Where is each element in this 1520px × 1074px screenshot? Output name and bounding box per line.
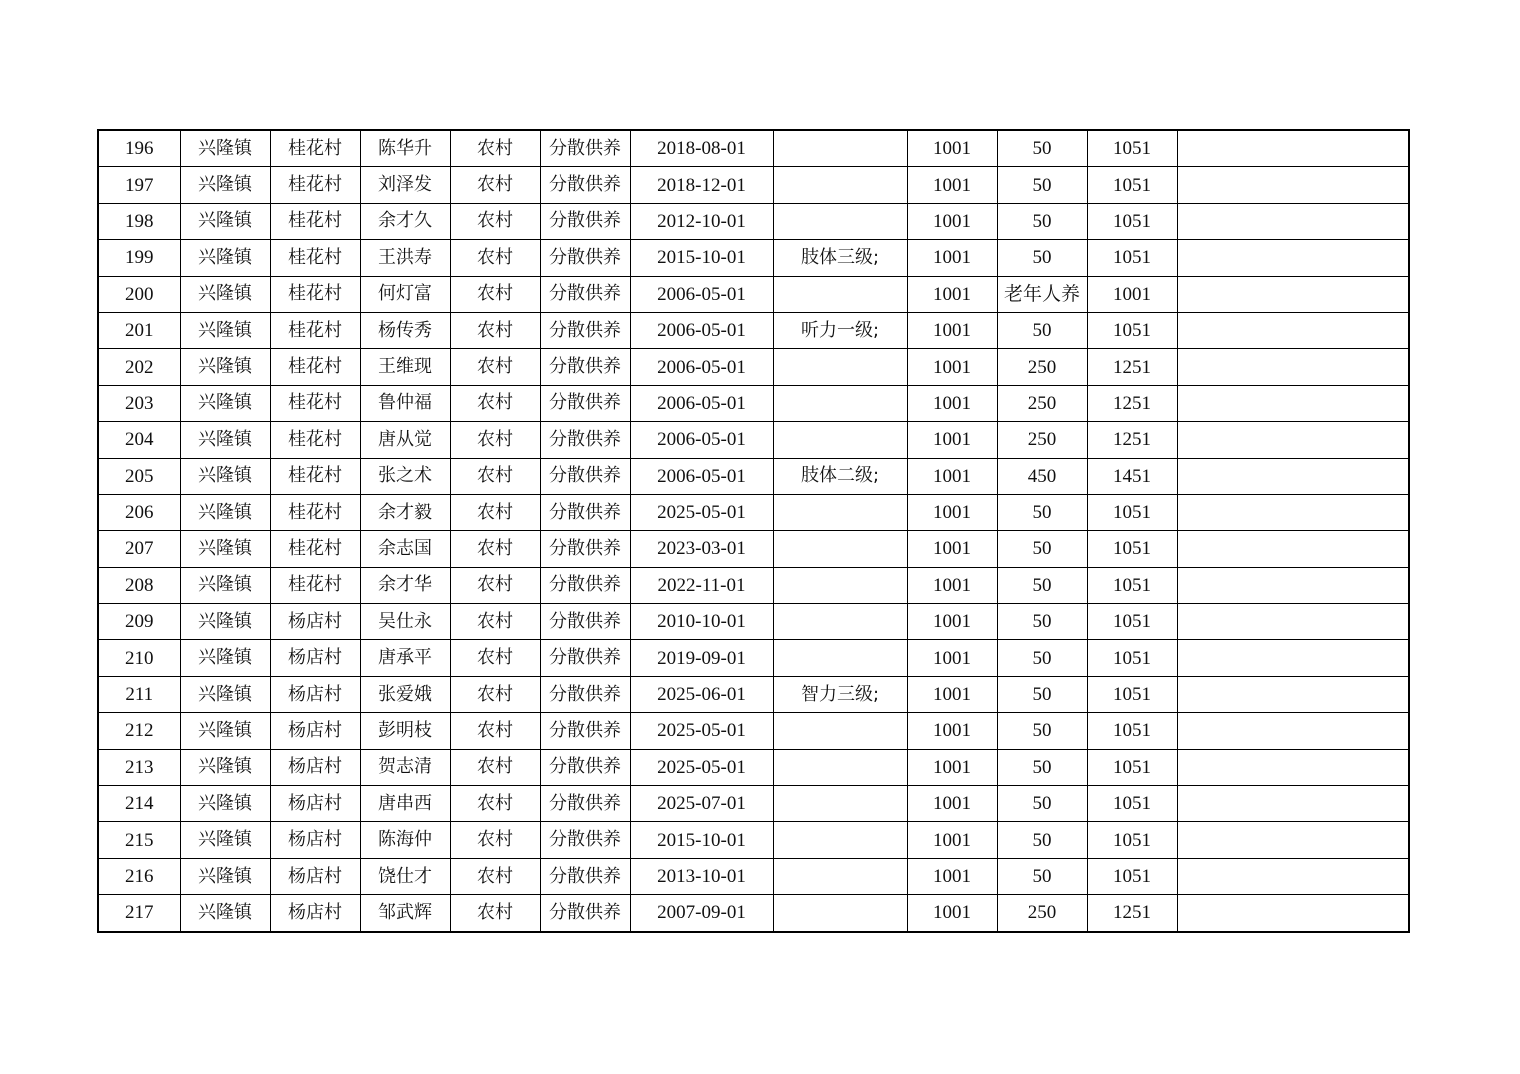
village-cell: 桂花村 — [270, 167, 360, 203]
name-cell: 唐从觉 — [360, 422, 450, 458]
name-cell: 鲁仲福 — [360, 385, 450, 421]
extra-amount-cell: 50 — [997, 749, 1087, 785]
name-cell: 唐串西 — [360, 786, 450, 822]
table-row — [98, 676, 1409, 712]
total-amount-cell: 1051 — [1087, 786, 1177, 822]
total-amount-cell: 1001 — [1087, 276, 1177, 312]
date-cell: 2006-05-01 — [630, 458, 773, 494]
table-row — [98, 203, 1409, 239]
row-number-cell: 198 — [98, 203, 180, 239]
extra-amount-cell: 50 — [997, 676, 1087, 712]
date-cell: 2019-09-01 — [630, 640, 773, 676]
note-cell — [1177, 167, 1409, 203]
table-row — [98, 749, 1409, 785]
support-type-cell: 分散供养 — [540, 786, 630, 822]
base-amount-cell: 1001 — [907, 786, 997, 822]
table-row — [98, 895, 1409, 932]
date-cell: 2025-05-01 — [630, 749, 773, 785]
village-cell: 杨店村 — [270, 895, 360, 932]
note-cell — [1177, 349, 1409, 385]
disability-cell: 智力三级; — [773, 676, 907, 712]
town-cell: 兴隆镇 — [180, 640, 270, 676]
table-row — [98, 786, 1409, 822]
table-row — [98, 349, 1409, 385]
row-number-cell: 203 — [98, 385, 180, 421]
disability-cell — [773, 713, 907, 749]
disability-cell — [773, 640, 907, 676]
note-cell — [1177, 531, 1409, 567]
name-cell: 余才久 — [360, 203, 450, 239]
name-cell: 余才华 — [360, 567, 450, 603]
extra-amount-cell: 50 — [997, 567, 1087, 603]
row-number-cell: 208 — [98, 567, 180, 603]
note-cell — [1177, 895, 1409, 932]
note-cell — [1177, 458, 1409, 494]
village-cell: 杨店村 — [270, 858, 360, 894]
extra-amount-cell: 50 — [997, 203, 1087, 239]
area-cell: 农村 — [450, 349, 540, 385]
note-cell — [1177, 385, 1409, 421]
extra-amount-cell: 50 — [997, 604, 1087, 640]
base-amount-cell: 1001 — [907, 895, 997, 932]
extra-amount-cell: 50 — [997, 640, 1087, 676]
note-cell — [1177, 604, 1409, 640]
area-cell: 农村 — [450, 895, 540, 932]
note-cell — [1177, 494, 1409, 530]
name-cell: 何灯富 — [360, 276, 450, 312]
row-number-cell: 211 — [98, 676, 180, 712]
support-type-cell: 分散供养 — [540, 130, 630, 167]
area-cell: 农村 — [450, 130, 540, 167]
village-cell: 桂花村 — [270, 203, 360, 239]
date-cell: 2006-05-01 — [630, 349, 773, 385]
table-body — [98, 130, 1409, 932]
support-type-cell: 分散供养 — [540, 567, 630, 603]
name-cell: 余才毅 — [360, 494, 450, 530]
row-number-cell: 199 — [98, 240, 180, 276]
disability-cell — [773, 494, 907, 530]
disability-cell: 听力一级; — [773, 312, 907, 348]
support-type-cell: 分散供养 — [540, 713, 630, 749]
support-type-cell: 分散供养 — [540, 640, 630, 676]
village-cell: 桂花村 — [270, 130, 360, 167]
support-type-cell: 分散供养 — [540, 895, 630, 932]
town-cell: 兴隆镇 — [180, 130, 270, 167]
row-number-cell: 215 — [98, 822, 180, 858]
base-amount-cell: 1001 — [907, 531, 997, 567]
date-cell: 2025-05-01 — [630, 494, 773, 530]
name-cell: 王维现 — [360, 349, 450, 385]
total-amount-cell: 1051 — [1087, 531, 1177, 567]
support-type-cell: 分散供养 — [540, 749, 630, 785]
base-amount-cell: 1001 — [907, 167, 997, 203]
total-amount-cell: 1051 — [1087, 858, 1177, 894]
support-type-cell: 分散供养 — [540, 494, 630, 530]
village-cell: 杨店村 — [270, 676, 360, 712]
row-number-cell: 214 — [98, 786, 180, 822]
date-cell: 2010-10-01 — [630, 604, 773, 640]
town-cell: 兴隆镇 — [180, 567, 270, 603]
town-cell: 兴隆镇 — [180, 167, 270, 203]
disability-cell — [773, 203, 907, 239]
support-type-cell: 分散供养 — [540, 676, 630, 712]
table-row — [98, 422, 1409, 458]
extra-amount-cell: 50 — [997, 786, 1087, 822]
name-cell: 彭明枝 — [360, 713, 450, 749]
disability-cell — [773, 130, 907, 167]
extra-amount-cell: 50 — [997, 167, 1087, 203]
base-amount-cell: 1001 — [907, 312, 997, 348]
base-amount-cell: 1001 — [907, 130, 997, 167]
area-cell: 农村 — [450, 458, 540, 494]
note-cell — [1177, 676, 1409, 712]
support-type-cell: 分散供养 — [540, 385, 630, 421]
town-cell: 兴隆镇 — [180, 422, 270, 458]
disability-cell — [773, 167, 907, 203]
table-row — [98, 276, 1409, 312]
area-cell: 农村 — [450, 640, 540, 676]
base-amount-cell: 1001 — [907, 385, 997, 421]
support-type-cell: 分散供养 — [540, 604, 630, 640]
area-cell: 农村 — [450, 276, 540, 312]
total-amount-cell: 1051 — [1087, 640, 1177, 676]
table-row — [98, 458, 1409, 494]
name-cell: 饶仕才 — [360, 858, 450, 894]
town-cell: 兴隆镇 — [180, 312, 270, 348]
row-number-cell: 196 — [98, 130, 180, 167]
area-cell: 农村 — [450, 786, 540, 822]
base-amount-cell: 1001 — [907, 640, 997, 676]
total-amount-cell: 1051 — [1087, 240, 1177, 276]
date-cell: 2015-10-01 — [630, 822, 773, 858]
base-amount-cell: 1001 — [907, 822, 997, 858]
row-number-cell: 201 — [98, 312, 180, 348]
total-amount-cell: 1051 — [1087, 604, 1177, 640]
support-type-cell: 分散供养 — [540, 822, 630, 858]
support-type-cell: 分散供养 — [540, 458, 630, 494]
extra-amount-cell: 250 — [997, 422, 1087, 458]
base-amount-cell: 1001 — [907, 713, 997, 749]
table-row — [98, 531, 1409, 567]
support-type-cell: 分散供养 — [540, 531, 630, 567]
total-amount-cell: 1251 — [1087, 422, 1177, 458]
total-amount-cell: 1251 — [1087, 385, 1177, 421]
note-cell — [1177, 640, 1409, 676]
data-table — [97, 129, 1410, 933]
area-cell: 农村 — [450, 567, 540, 603]
note-cell — [1177, 567, 1409, 603]
town-cell: 兴隆镇 — [180, 385, 270, 421]
date-cell: 2006-05-01 — [630, 276, 773, 312]
disability-cell — [773, 422, 907, 458]
table-row — [98, 494, 1409, 530]
area-cell: 农村 — [450, 858, 540, 894]
village-cell: 杨店村 — [270, 640, 360, 676]
support-type-cell: 分散供养 — [540, 422, 630, 458]
support-type-cell: 分散供养 — [540, 276, 630, 312]
extra-amount-cell: 450 — [997, 458, 1087, 494]
row-number-cell: 205 — [98, 458, 180, 494]
area-cell: 农村 — [450, 604, 540, 640]
extra-amount-cell: 50 — [997, 858, 1087, 894]
area-cell: 农村 — [450, 494, 540, 530]
total-amount-cell: 1051 — [1087, 312, 1177, 348]
disability-cell: 肢体二级; — [773, 458, 907, 494]
row-number-cell: 202 — [98, 349, 180, 385]
town-cell: 兴隆镇 — [180, 749, 270, 785]
support-type-cell: 分散供养 — [540, 312, 630, 348]
row-number-cell: 200 — [98, 276, 180, 312]
extra-amount-cell: 50 — [997, 531, 1087, 567]
date-cell: 2018-08-01 — [630, 130, 773, 167]
disability-cell — [773, 276, 907, 312]
base-amount-cell: 1001 — [907, 604, 997, 640]
total-amount-cell: 1051 — [1087, 203, 1177, 239]
name-cell: 余志国 — [360, 531, 450, 567]
village-cell: 桂花村 — [270, 276, 360, 312]
area-cell: 农村 — [450, 676, 540, 712]
base-amount-cell: 1001 — [907, 749, 997, 785]
town-cell: 兴隆镇 — [180, 349, 270, 385]
note-cell — [1177, 749, 1409, 785]
table-row — [98, 567, 1409, 603]
note-cell — [1177, 822, 1409, 858]
village-cell: 桂花村 — [270, 531, 360, 567]
date-cell: 2012-10-01 — [630, 203, 773, 239]
date-cell: 2006-05-01 — [630, 385, 773, 421]
total-amount-cell: 1451 — [1087, 458, 1177, 494]
table-row — [98, 713, 1409, 749]
total-amount-cell: 1051 — [1087, 749, 1177, 785]
name-cell: 陈海仲 — [360, 822, 450, 858]
town-cell: 兴隆镇 — [180, 895, 270, 932]
date-cell: 2025-07-01 — [630, 786, 773, 822]
base-amount-cell: 1001 — [907, 458, 997, 494]
disability-cell — [773, 531, 907, 567]
total-amount-cell: 1051 — [1087, 822, 1177, 858]
base-amount-cell: 1001 — [907, 494, 997, 530]
extra-amount-cell: 50 — [997, 312, 1087, 348]
support-type-cell: 分散供养 — [540, 240, 630, 276]
town-cell: 兴隆镇 — [180, 604, 270, 640]
disability-cell — [773, 567, 907, 603]
support-type-cell: 分散供养 — [540, 858, 630, 894]
town-cell: 兴隆镇 — [180, 676, 270, 712]
total-amount-cell: 1251 — [1087, 349, 1177, 385]
disability-cell — [773, 786, 907, 822]
extra-amount-cell: 50 — [997, 130, 1087, 167]
base-amount-cell: 1001 — [907, 240, 997, 276]
note-cell — [1177, 312, 1409, 348]
total-amount-cell: 1051 — [1087, 713, 1177, 749]
name-cell: 刘泽发 — [360, 167, 450, 203]
table-row — [98, 858, 1409, 894]
table-row — [98, 130, 1409, 167]
extra-amount-cell: 50 — [997, 822, 1087, 858]
base-amount-cell: 1001 — [907, 276, 997, 312]
name-cell: 吴仕永 — [360, 604, 450, 640]
village-cell: 桂花村 — [270, 494, 360, 530]
note-cell — [1177, 422, 1409, 458]
table-row — [98, 240, 1409, 276]
date-cell: 2006-05-01 — [630, 422, 773, 458]
village-cell: 桂花村 — [270, 422, 360, 458]
row-number-cell: 207 — [98, 531, 180, 567]
town-cell: 兴隆镇 — [180, 203, 270, 239]
name-cell: 杨传秀 — [360, 312, 450, 348]
row-number-cell: 217 — [98, 895, 180, 932]
support-type-cell: 分散供养 — [540, 349, 630, 385]
base-amount-cell: 1001 — [907, 567, 997, 603]
row-number-cell: 212 — [98, 713, 180, 749]
village-cell: 杨店村 — [270, 604, 360, 640]
disability-cell — [773, 822, 907, 858]
village-cell: 桂花村 — [270, 458, 360, 494]
name-cell: 贺志清 — [360, 749, 450, 785]
extra-amount-cell: 50 — [997, 713, 1087, 749]
table-row — [98, 640, 1409, 676]
disability-cell — [773, 604, 907, 640]
date-cell: 2015-10-01 — [630, 240, 773, 276]
area-cell: 农村 — [450, 422, 540, 458]
date-cell: 2018-12-01 — [630, 167, 773, 203]
total-amount-cell: 1251 — [1087, 895, 1177, 932]
total-amount-cell: 1051 — [1087, 494, 1177, 530]
village-cell: 桂花村 — [270, 312, 360, 348]
extra-amount-cell: 50 — [997, 240, 1087, 276]
village-cell: 桂花村 — [270, 567, 360, 603]
town-cell: 兴隆镇 — [180, 822, 270, 858]
town-cell: 兴隆镇 — [180, 276, 270, 312]
date-cell: 2025-05-01 — [630, 713, 773, 749]
area-cell: 农村 — [450, 713, 540, 749]
total-amount-cell: 1051 — [1087, 130, 1177, 167]
extra-amount-cell: 250 — [997, 385, 1087, 421]
row-number-cell: 206 — [98, 494, 180, 530]
disability-cell — [773, 385, 907, 421]
date-cell: 2007-09-01 — [630, 895, 773, 932]
note-cell — [1177, 713, 1409, 749]
extra-amount-cell: 50 — [997, 494, 1087, 530]
disability-cell — [773, 349, 907, 385]
support-type-cell: 分散供养 — [540, 203, 630, 239]
row-number-cell: 204 — [98, 422, 180, 458]
note-cell — [1177, 130, 1409, 167]
village-cell: 桂花村 — [270, 385, 360, 421]
area-cell: 农村 — [450, 203, 540, 239]
note-cell — [1177, 203, 1409, 239]
date-cell: 2022-11-01 — [630, 567, 773, 603]
note-cell — [1177, 858, 1409, 894]
table-row — [98, 167, 1409, 203]
town-cell: 兴隆镇 — [180, 786, 270, 822]
area-cell: 农村 — [450, 240, 540, 276]
extra-amount-cell: 老年人养 — [997, 276, 1087, 312]
town-cell: 兴隆镇 — [180, 713, 270, 749]
date-cell: 2025-06-01 — [630, 676, 773, 712]
table-row — [98, 604, 1409, 640]
date-cell: 2006-05-01 — [630, 312, 773, 348]
row-number-cell: 197 — [98, 167, 180, 203]
disability-cell — [773, 749, 907, 785]
town-cell: 兴隆镇 — [180, 240, 270, 276]
village-cell: 杨店村 — [270, 786, 360, 822]
base-amount-cell: 1001 — [907, 203, 997, 239]
area-cell: 农村 — [450, 167, 540, 203]
base-amount-cell: 1001 — [907, 676, 997, 712]
area-cell: 农村 — [450, 749, 540, 785]
village-cell: 杨店村 — [270, 713, 360, 749]
total-amount-cell: 1051 — [1087, 167, 1177, 203]
row-number-cell: 210 — [98, 640, 180, 676]
name-cell: 唐承平 — [360, 640, 450, 676]
extra-amount-cell: 250 — [997, 895, 1087, 932]
name-cell: 陈华升 — [360, 130, 450, 167]
town-cell: 兴隆镇 — [180, 858, 270, 894]
name-cell: 张爱娥 — [360, 676, 450, 712]
date-cell: 2013-10-01 — [630, 858, 773, 894]
town-cell: 兴隆镇 — [180, 494, 270, 530]
name-cell: 王洪寿 — [360, 240, 450, 276]
base-amount-cell: 1001 — [907, 422, 997, 458]
total-amount-cell: 1051 — [1087, 567, 1177, 603]
name-cell: 张之术 — [360, 458, 450, 494]
row-number-cell: 213 — [98, 749, 180, 785]
area-cell: 农村 — [450, 312, 540, 348]
town-cell: 兴隆镇 — [180, 531, 270, 567]
disability-cell — [773, 895, 907, 932]
table-row — [98, 385, 1409, 421]
note-cell — [1177, 276, 1409, 312]
village-cell: 桂花村 — [270, 349, 360, 385]
base-amount-cell: 1001 — [907, 349, 997, 385]
area-cell: 农村 — [450, 822, 540, 858]
support-type-cell: 分散供养 — [540, 167, 630, 203]
town-cell: 兴隆镇 — [180, 458, 270, 494]
disability-cell: 肢体三级; — [773, 240, 907, 276]
extra-amount-cell: 250 — [997, 349, 1087, 385]
area-cell: 农村 — [450, 385, 540, 421]
base-amount-cell: 1001 — [907, 858, 997, 894]
date-cell: 2023-03-01 — [630, 531, 773, 567]
village-cell: 桂花村 — [270, 240, 360, 276]
village-cell: 杨店村 — [270, 749, 360, 785]
area-cell: 农村 — [450, 531, 540, 567]
table-row — [98, 822, 1409, 858]
note-cell — [1177, 240, 1409, 276]
name-cell: 邹武辉 — [360, 895, 450, 932]
note-cell — [1177, 786, 1409, 822]
table-row — [98, 312, 1409, 348]
total-amount-cell: 1051 — [1087, 676, 1177, 712]
disability-cell — [773, 858, 907, 894]
row-number-cell: 209 — [98, 604, 180, 640]
row-number-cell: 216 — [98, 858, 180, 894]
village-cell: 杨店村 — [270, 822, 360, 858]
